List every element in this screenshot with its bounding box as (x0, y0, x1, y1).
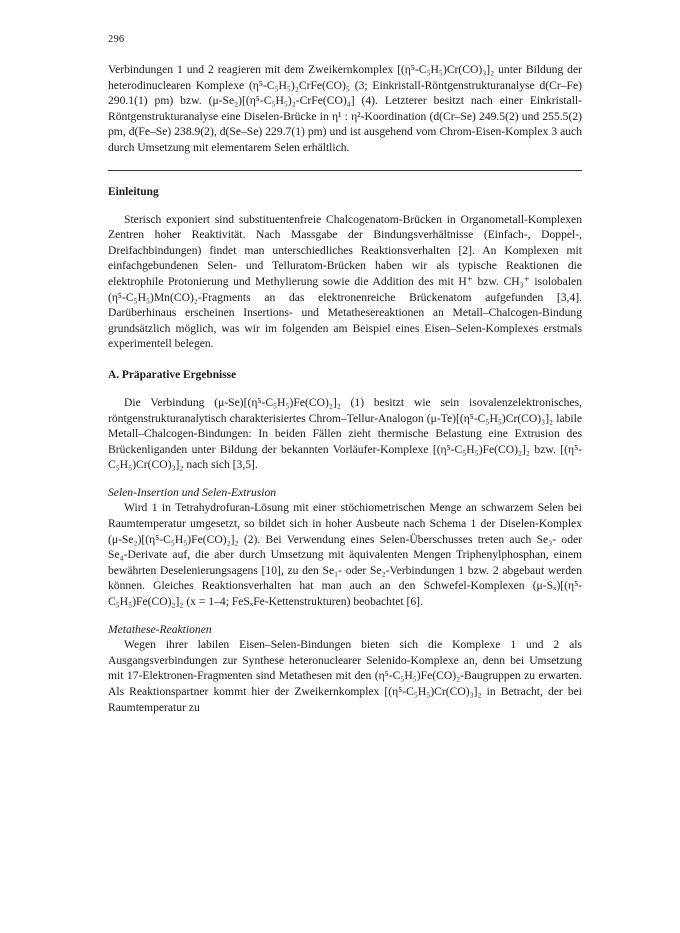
subsection-heading-selen-insertion: Selen-Insertion und Selen-Extrusion (108, 485, 277, 499)
abstract-paragraph: Verbindungen 1 und 2 reagieren mit dem Zweikernkomplex [(η⁵-C₅H₅)Cr(CO)₃]₂ unter Bildung der heterodinuclearen Komplexe (η⁵-C₅H₅)₂CrFe(CO)₅ (3; Einkristall-Röntgenstrukturanalyse d(Cr–Fe) 290.1(1) pm) bzw. (μ-Se₂)[(η⁵-C₅H₅)₂-CrFe(CO)₄] (4). Letzterer besitzt nach einer Einkristall-Röntgenstrukturanalyse eine Diselen-Brücke in η¹ : η²-Koordination (d(Cr–Se) 249.5(2) und 255.5(2) pm, d(Fe–Se) 238.9(2), d(Se–Se) 229.7(1) pm) und ist ausgehend vom Chrom-Eisen-Komplex 3 auch durch Umsetzung mit elementarem Selen erhältlich. (108, 63, 582, 154)
selen-insertion-paragraph: Wird 1 in Tetrahydrofuran-Lösung mit einer stöchiometrischen Menge an schwarzem Selen bei Raumtemperatur umgesetzt, so bildet sich in hoher Ausbeute nach Schema 1 der Diselen-Komplex (μ-Se₂)[(η⁵-C₅H₅)Fe(CO)₂]₂ (2). Bei Verwendung eines Selen-Überschusses treten auch Se₃- oder Se₄-Derivate auf, die aber durch Umsetzung mit äquivalenten Mengen Triphenylphosphan, einem bewährten Deselenierungsagens [10], zu den Se₁- oder Se₂-Verbindungen 1 bzw. 2 abgebaut werden können. Gleiches Reaktionsverhalten hat man auch an den Schwefel-Komplexen (μ-Sₓ)[(η⁵-C₅H₅)Fe(CO)₂]₂ (x = 1–4; FeSₓFe-Kettenstrukturen) beobachtet [6]. (108, 501, 582, 609)
praeparative-intro-paragraph: Die Verbindung (μ-Se)[(η⁵-C₅H₅)Fe(CO)₂]₂ (1) besitzt wie sein isovalenzelektronisches, röntgenstrukturanalytisch charakterisiertes Chrom–Tellur-Analogon (μ-Te)[(η⁵-C₅H₅)Cr(CO)₃]₂ labile Metall–Chalcogen-Bindungen: In beiden Fällen zieht thermische Belastung eine Extrusion des Brückenliganden unter Bildung der bekannten Vorläufer-Komplexe [(η⁵-C₅H₅)Fe(CO)₂]₂ bzw. [(η⁵-C₅H₅)Cr(CO)₃]₂ nach sich [3,5]. (108, 395, 582, 472)
einleitung-paragraph: Sterisch exponiert sind substituentenfreie Chalcogenatom-Brücken in Organometall-Komplexen Zentren hoher Reaktivität. Nach Massgabe der Bindungsverhältnisse (Einfach-, Doppel-, Dreifachbindungen) findet man unterschiedliches Reaktionsverhalten [2]. An Komplexen mit einfachgebundenen Selen- und Telluratom-Brücken haben wir als typische Reaktionen die elektrophile Protonierung und Methylierung sowie die Addition des mit H⁺ bzw. CH₃⁺ isolobalen (η⁵-C₅H₅)Mn(CO)₂-Fragments an das elektronenreiche Brückenatom aufgefunden [3,4]. Darüberhinaus erscheinen Insertions- und Metathesereaktionen an Metall–Chalcogen-Bindung grundsätzlich möglich, was wir im folgenden am Beispiel eines Eisen–Selen-Komplexes erstmals experimentell belegen. (108, 212, 582, 351)
subsection-heading-metathese: Metathese-Reaktionen (108, 622, 212, 636)
metathese-paragraph: Wegen ihrer labilen Eisen–Selen-Bindungen bieten sich die Komplexe 1 und 2 als Ausgangsverbindungen zur Synthese heteronuclearer Selenido-Komplexe an, denn bei Umsetzung mit 17-Elektronen-Fragmenten sind Metathesen mit den (η⁵-C₅H₅)Fe(CO)₂-Baugruppen zu erwarten. Als Reaktionspartner kommt hier der Zweikernkomplex [(η⁵-C₅H₅)Cr(CO)₃]₂ in Betracht, der bei Raumtemperatur zu (108, 638, 582, 714)
paper-page (108, 34, 582, 715)
section-heading-praeparative-ergebnisse: A. Präparative Ergebnisse (108, 368, 237, 381)
section-heading-einleitung: Einleitung (108, 185, 159, 198)
section-divider (108, 170, 582, 171)
page-number: 296 (108, 34, 125, 45)
